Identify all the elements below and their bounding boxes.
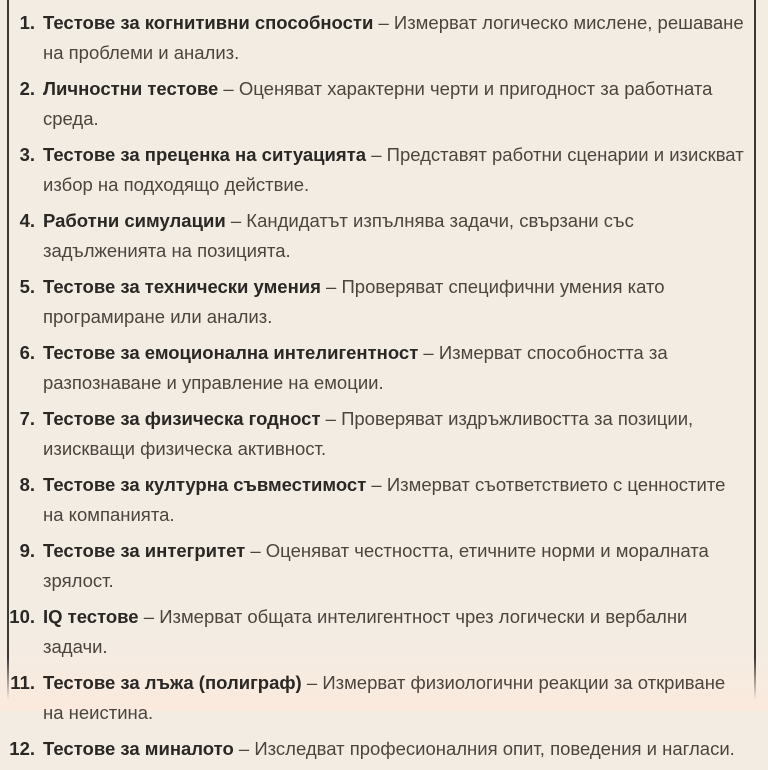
list-item-separator: – — [366, 144, 387, 165]
list-item-separator: – — [373, 12, 394, 33]
list-item — [9, 536, 750, 596]
list-item-title: Тестове за физическа годност — [43, 408, 321, 429]
list-item-separator: – — [225, 210, 247, 231]
list-item-number: 12. — [9, 738, 35, 759]
list-item — [9, 602, 750, 662]
list-item-number: 4. — [19, 210, 35, 231]
list-item — [9, 668, 750, 728]
list-item — [9, 470, 750, 530]
list-item-number: 6. — [19, 342, 35, 363]
list-item-separator: – — [245, 540, 266, 561]
list-item — [9, 8, 750, 68]
list-item-number: 10. — [9, 606, 35, 627]
list-item-description: Оценяват честността, етичните норми и моралната зрялост. — [43, 540, 709, 591]
list-item-separator: – — [233, 738, 255, 759]
list-item — [9, 272, 750, 332]
list-item-title: Тестове за емоционална интелигентност — [43, 342, 419, 363]
list-item-content — [43, 140, 749, 200]
list-item-number: 5. — [19, 276, 35, 297]
list-item-description: Проверяват издръжливостта за позиции, изискващи физическа активност. — [43, 408, 694, 459]
list-item-content — [43, 470, 749, 530]
list-item — [9, 338, 750, 398]
list-item-title: Тестове за културна съвместимост — [43, 474, 367, 495]
list-item-description: Измерват логическо мислене, решаване на проблеми и анализ. — [43, 12, 744, 63]
list-item-content — [43, 74, 749, 134]
list-item-number: 8. — [19, 474, 35, 495]
list-item-number: 7. — [19, 408, 35, 429]
list-item-title: Тестове за лъжа (полиграф) — [43, 672, 302, 693]
list-item-content — [43, 668, 749, 728]
list-item-description: Кандидатът изпълнява задачи, свързани със задълженията на позицията. — [43, 210, 634, 261]
list-item-number: 9. — [19, 540, 35, 561]
list-item — [9, 734, 750, 764]
list-item-description: Изследват професионалния опит, поведения и нагласи. — [254, 738, 735, 759]
list-item-content — [43, 8, 749, 68]
list-item — [9, 140, 750, 200]
list-item-description: Проверяват специфични умения като програмиране или анализ. — [43, 276, 665, 327]
list-item — [9, 206, 750, 266]
list-item-separator: – — [301, 672, 323, 693]
list-item-title: Работни симулации — [43, 210, 226, 231]
list-item-title: Личностни тестове — [43, 78, 219, 99]
list-item-title: Тестове за когнитивни способности — [43, 12, 374, 33]
list-item-description: Измерват способността за разпознаване и управление на емоции. — [43, 342, 668, 393]
list-item-title: Тестове за технически умения — [43, 276, 321, 297]
right-border-rule — [754, 0, 756, 700]
list-item-description: Измерват общата интелигентност чрез логически и вербални задачи. — [43, 606, 688, 657]
list-item-content — [43, 602, 749, 662]
list-item-content — [43, 206, 749, 266]
list-item-description: Оценяват характерни черти и пригодност за работната среда. — [43, 78, 713, 129]
list-item-description: Представят работни сценарии и изискват избор на подходящо действие. — [43, 144, 744, 195]
list-item-number: 1. — [19, 12, 35, 33]
list-item — [9, 404, 750, 464]
list-item-title: Тестове за интегритет — [43, 540, 246, 561]
list-item-separator: – — [320, 408, 342, 429]
list-item-content — [43, 536, 749, 596]
list-item-separator: – — [320, 276, 342, 297]
list-item — [9, 74, 750, 134]
list-item-title: Тестове за преценка на ситуацията — [43, 144, 367, 165]
list-item-description: Измерват физиологични реакции за откриване на неистина. — [43, 672, 726, 723]
list-item-number: 11. — [10, 672, 35, 693]
list-item-separator: – — [218, 78, 239, 99]
list-item-separator: – — [138, 606, 160, 627]
list-item-number: 2. — [19, 78, 35, 99]
list-item-content — [43, 404, 749, 464]
numbered-list — [9, 8, 750, 770]
list-item-description: Измерват съответствието с ценностите на компанията. — [43, 474, 726, 525]
list-item-content — [43, 338, 749, 398]
list-item-separator: – — [418, 342, 439, 363]
list-item-title: IQ тестове — [43, 606, 139, 627]
list-item-separator: – — [366, 474, 387, 495]
list-item-title: Тестове за миналото — [43, 738, 234, 759]
list-item-content — [43, 272, 749, 332]
list-item-content — [43, 734, 749, 764]
list-item-number: 3. — [19, 144, 35, 165]
